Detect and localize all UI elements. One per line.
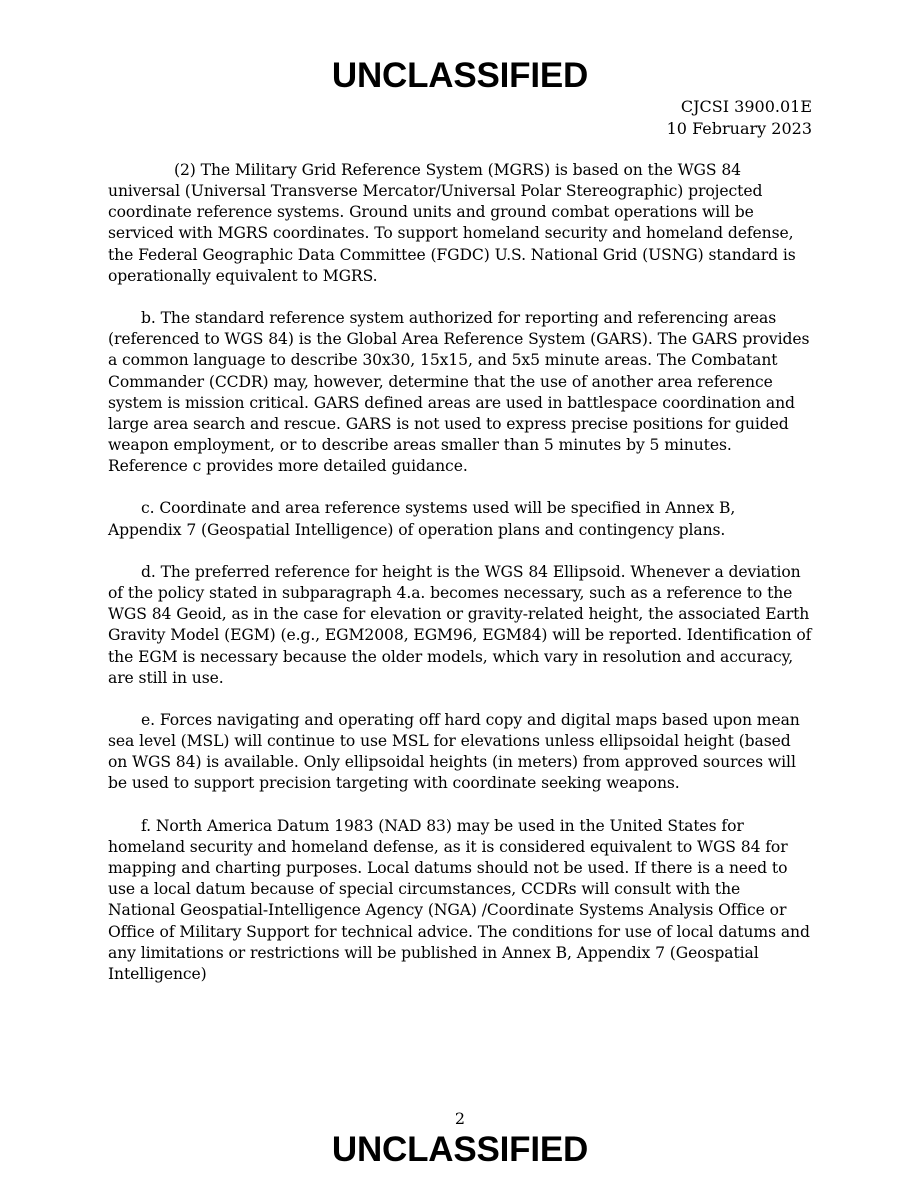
paragraph-f: f. North America Datum 1983 (NAD 83) may be used in the United States for homeland security and homeland defense, as it is considered equivalent to WGS 84 for mapping and charting purposes. Local datums should not be used. If there is a need to use a local datum because of special circumstances, CCDRs will consult with the National Geospatial-Intelligence Agency (NGA) /Coordinate Systems Analysis Office or Office of Military Support for technical advice. The conditions for use of local datums and any limitations or restrictions will be published in Annex B, Appendix 7 (Geospatial Intelligence) [108, 816, 810, 983]
paragraph-b: b. The standard reference system authorized for reporting and referencing areas (referenced to WGS 84) is the Global Area Reference System (GARS). The GARS provides a common language to describe 30x30, 15x15, and 5x5 minute areas. The Combatant Commander (CCDR) may, however, determine that the use of another area reference system is mission critical. GARS defined areas are used in battlespace coordination and large area search and rescue. GARS is not used to express precise positions for guided weapon employment, or to describe areas smaller than 5 minutes by 5 minutes. Reference c provides more detailed guidance. [108, 309, 810, 476]
classification-banner-bottom: UNCLASSIFIED [331, 1130, 589, 1169]
document-id: CJCSI 3900.01E [680, 97, 812, 116]
document-date: 10 February 2023 [666, 119, 812, 138]
classification-banner-top: UNCLASSIFIED [331, 56, 589, 95]
paragraph-a2: (2) The Military Grid Reference System (MGRS) is based on the WGS 84 universal (Universal Transverse Mercator/Universal Polar Stereographic) projected coordinate reference systems. Ground units and ground combat operations will be serviced with MGRS coordinates. To support homeland security and homeland defense, the Federal Geographic Data Committee (FGDC) U.S. National Grid (USNG) standard is operationally equivalent to MGRS. [108, 161, 796, 285]
paragraph-e: e. Forces navigating and operating off hard copy and digital maps based upon mean sea level (MSL) will continue to use MSL for elevations unless ellipsoidal height (based on WGS 84) is available. Only ellipsoidal heights (in meters) from approved sources will be used to support precision targeting with coordinate seeking weapons. [108, 711, 800, 793]
page-number: 2 [454, 1109, 466, 1128]
paragraph-d: d. The preferred reference for height is the WGS 84 Ellipsoid. Whenever a deviation of the policy stated in subparagraph 4.a. becomes necessary, such as a reference to the WGS 84 Geoid, as in the case for elevation or gravity-related height, the associated Earth Gravity Model (EGM) (e.g., EGM2008, EGM96, EGM84) will be reported. Identification of the EGM is necessary because the older models, which vary in resolution and accuracy, are still in use. [108, 562, 812, 687]
document-body [108, 160, 812, 1006]
document-header [667, 96, 812, 140]
paragraph-c: c. Coordinate and area reference systems used will be specified in Annex B, Appendix 7 (Geospatial Intelligence) of operation plans and contingency plans. [108, 499, 736, 539]
